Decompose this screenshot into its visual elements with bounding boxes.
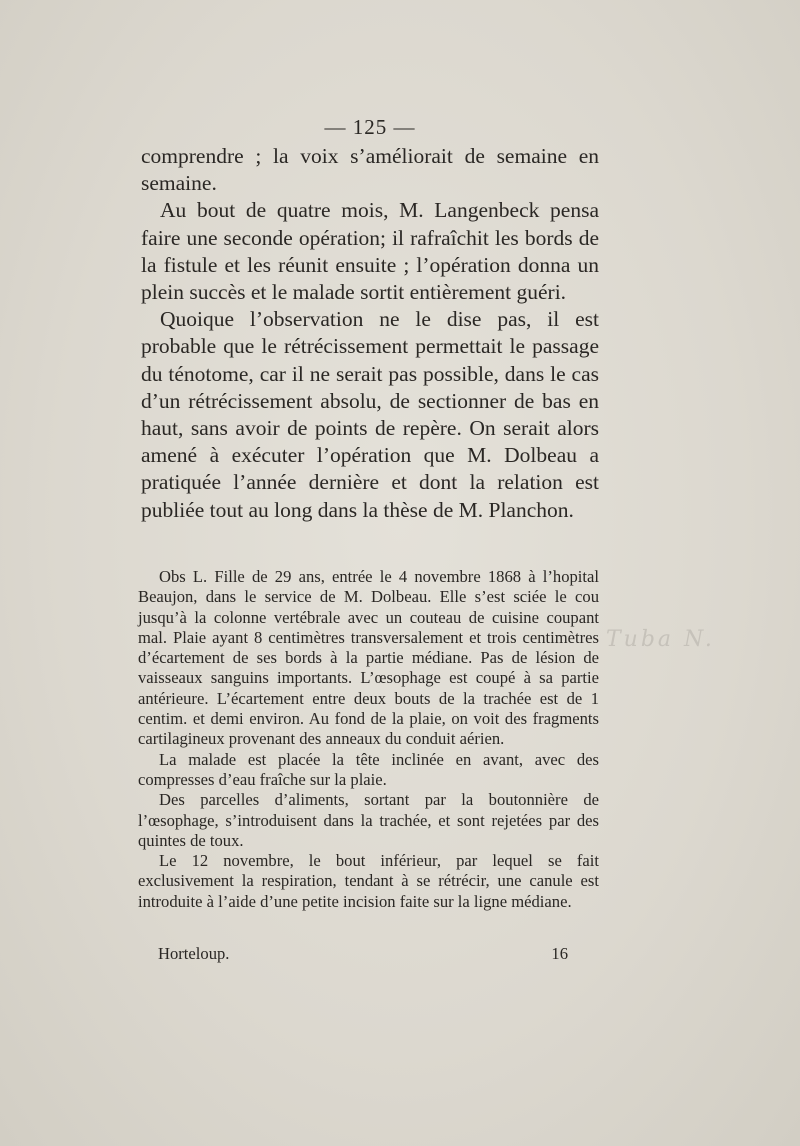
observation-text [138,567,599,912]
observation-paragraph: Le 12 novembre, le bout inférieur, par lequel se fait exclusivement la respiration, tendant à se rétrécir, une canule est introduite à l’aide d’une petite incision faite sur la ligne médiane. [138,851,599,911]
observation-paragraph: La malade est placée la tête inclinée en avant, avec des compresses d’eau fraîche sur la plaie. [138,749,599,789]
main-text [141,143,599,524]
observation-paragraph: Obs L. Fille de 29 ans, entrée le 4 novembre 1868 à l’hopital Beaujon, dans le service de M. Dolbeau. Elle s’est sciée le cou jusqu’à la colonne vertébrale avec un couteau de cuisine coupant mal. Plaie ayant 8 centimètres transversalement et trois centimètres d’écartement de ses bords à la partie médiane. Pas de lésion de vaisseaux sanguins importants. L’œsophage est coupé à sa partie antérieure. L’écartement entre deux bouts de la trachée est de 1 centim. et demi environ. Au fond de la plaie, on voit des fragments cartilagineux provenant des anneaux du conduit aérien. [138,567,599,749]
page-number: — 125 — [324,115,416,139]
page-footer [158,944,568,964]
paragraph: Au bout de quatre mois, M. Langenbeck pensa faire une seconde opération; il rafraîchit les bords de la fistule et les réunit ensuite ; l’opération donna un plein succès et le malade sortit entièrement guéri. [141,198,599,305]
paragraph: comprendre ; la voix s’améliorait de semaine en semaine. [141,144,599,196]
signature-mark: 16 [551,944,568,963]
margin-note: Tuba N. [606,627,715,652]
observation-paragraph: Des parcelles d’aliments, sortant par la boutonnière de l’œsophage, s’introduisent dans la trachée, et sont rejetées par des quintes de toux. [138,790,599,850]
paragraph: Quoique l’observation ne le dise pas, il est probable que le rétrécissement permettait le passage du ténotome, car il ne serait pas possible, dans le cas d’un rétrécissement absolu, de sectionner de bas en haut, sans avoir de points de repère. On serait alors amené à exécuter l’opération que M. Dolbeau a pratiquée l’année dernière et dont la relation est publiée tout au long dans la thèse de M. Planchon. [141,307,599,522]
footer-author: Horteloup. [158,944,230,963]
